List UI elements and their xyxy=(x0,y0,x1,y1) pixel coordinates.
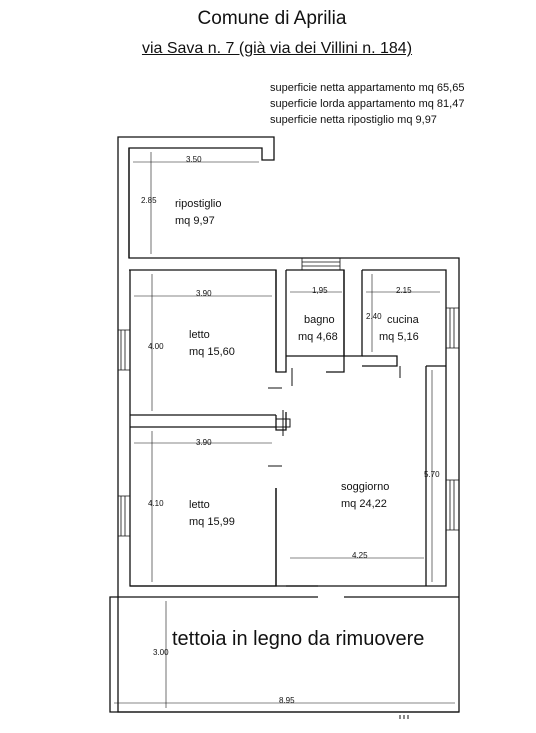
room-name: ripostiglio xyxy=(175,198,222,210)
area-net-apartment: superficie netta appartamento mq 65,65 xyxy=(270,82,465,94)
room-area: mq 5,16 xyxy=(379,330,419,343)
plan-address: via Sava n. 7 (già via dei Villini n. 184) xyxy=(141,40,413,57)
window-right-cucina xyxy=(446,308,459,348)
dim-total-width: 8.95 xyxy=(279,696,295,705)
room-letto-1 xyxy=(189,327,235,360)
dim-soggiorno-width: 4.25 xyxy=(352,551,368,560)
window-top-bagno xyxy=(302,258,340,270)
room-letto-2 xyxy=(189,497,235,530)
window-right-soggiorno xyxy=(446,480,459,530)
door-frame xyxy=(276,410,290,436)
dim-letto1-depth: 4.00 xyxy=(148,342,164,351)
room-ripostiglio xyxy=(175,196,221,229)
window-left-letto2 xyxy=(118,496,130,536)
dim-letto1-width: 3.90 xyxy=(196,289,212,298)
room-area: mq 15,60 xyxy=(189,345,235,358)
area-net-storage: superficie netta ripostiglio mq 9,97 xyxy=(270,114,437,126)
wall-cucina-bottom xyxy=(362,356,397,366)
dim-cucina-width: 2.15 xyxy=(396,286,412,295)
room-name: letto xyxy=(189,499,210,511)
wall-bagno-bottom xyxy=(286,356,344,372)
room-name: letto xyxy=(189,329,210,341)
dim-letto2-depth: 4.10 xyxy=(148,499,164,508)
dim-letto2-width: 3.90 xyxy=(196,438,212,447)
room-bagno xyxy=(298,312,338,345)
tettoia-outline xyxy=(118,597,459,712)
dim-tettoia-depth: 3.00 xyxy=(153,648,169,657)
dim-rip-depth: 2.85 xyxy=(141,196,157,205)
wall-bagno-left xyxy=(276,270,286,372)
tettoia-label: tettoia in legno da rimuovere xyxy=(172,628,425,650)
outer-wall-outer xyxy=(110,137,459,712)
grill-mark xyxy=(400,715,408,719)
room-soggiorno xyxy=(341,479,389,512)
wall-cucina-left xyxy=(344,270,362,356)
dim-cucina-depth: 2.40 xyxy=(366,312,382,321)
room-area: mq 4,68 xyxy=(298,330,338,343)
dim-soggiorno-depth: 5.70 xyxy=(424,470,440,479)
plan-title: Comune di Aprilia xyxy=(197,8,347,29)
room-area: mq 15,99 xyxy=(189,515,235,528)
room-name: bagno xyxy=(304,314,335,326)
room-name: soggiorno xyxy=(341,481,390,493)
room-name: cucina xyxy=(387,314,419,326)
dim-bagno-width: 1,95 xyxy=(312,286,328,295)
dim-rip-width: 3.50 xyxy=(186,155,202,164)
room-area: mq 9,97 xyxy=(175,214,215,227)
room-cucina xyxy=(379,312,419,345)
room-area: mq 24,22 xyxy=(341,497,387,510)
window-left-letto1 xyxy=(118,330,130,370)
area-gross-apartment: superficie lorda appartamento mq 81,47 xyxy=(270,98,465,110)
